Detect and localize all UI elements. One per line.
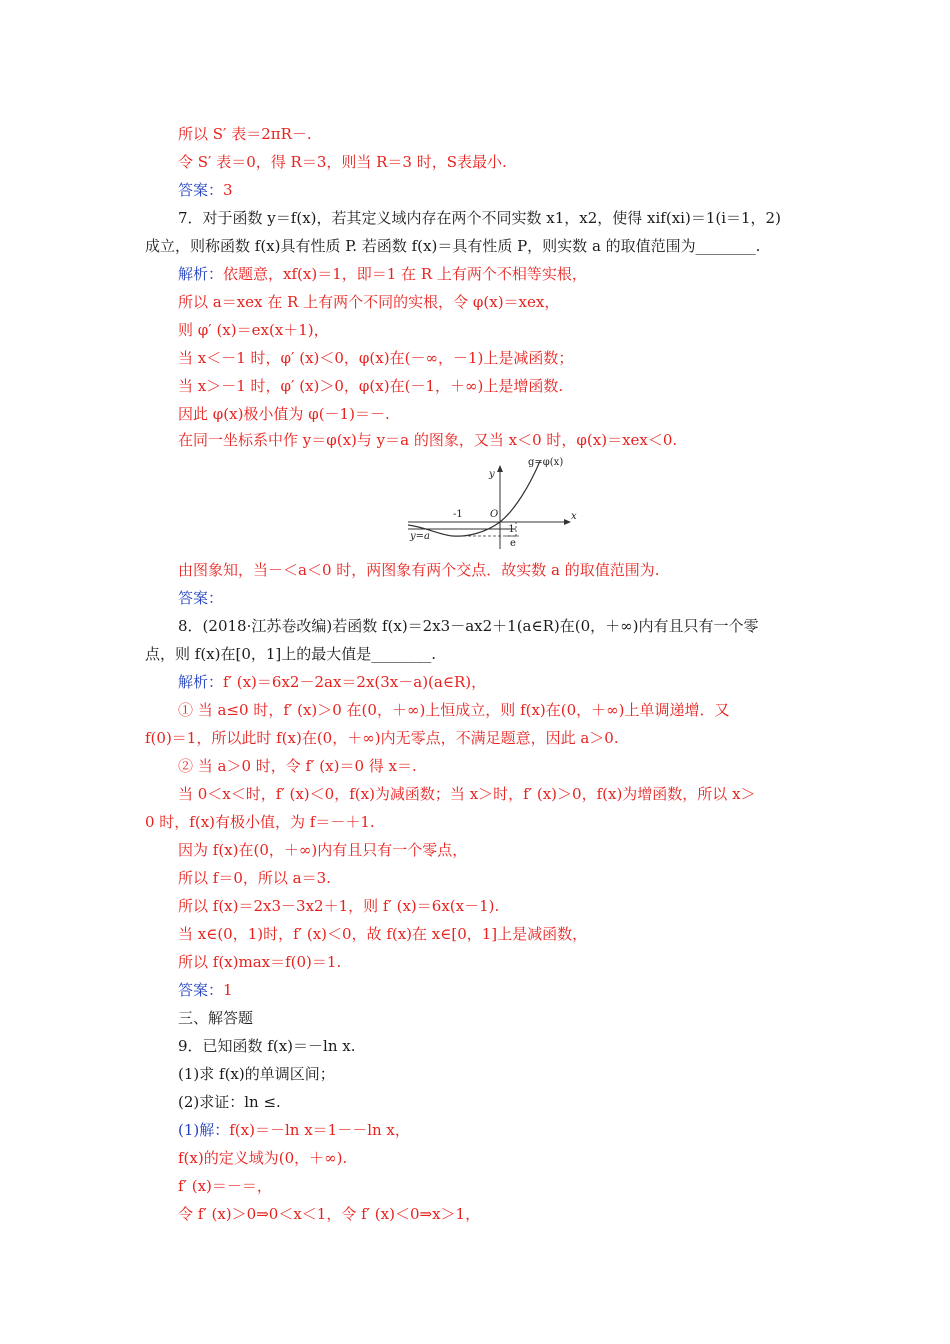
solution-9-line-1	[178, 1120, 410, 1140]
label-y-equals-a: y=a	[410, 531, 430, 542]
label-x-axis: x	[571, 511, 577, 522]
answer-value: 1	[223, 981, 233, 999]
analysis-8-line-4: ② 当 a＞0 时，令 f′ (x)＝0 得 x＝.	[178, 757, 417, 775]
analysis-8-line-10: 当 x∈(0，1)时，f′ (x)＜0，故 f(x)在 x∈[0，1]上是减函数，	[178, 925, 588, 943]
function-graph-figure	[405, 455, 580, 552]
line-2: 令 S′ 表＝0，得 R＝3，则当 R＝3 时，S表最小.	[178, 153, 507, 171]
label-y-axis: y	[489, 469, 495, 480]
analysis-label: 解析：	[178, 673, 224, 691]
answer-line-1	[178, 180, 233, 200]
analysis-8-line-11: 所以 f(x)max＝f(0)＝1.	[178, 953, 342, 971]
question-9-line-1: 9．已知函数 f(x)＝－ln x.	[178, 1037, 356, 1055]
label-fraction-numerator: -1	[505, 524, 515, 535]
curve-phi	[408, 461, 540, 536]
question-8-line-1: 8．(2018·江苏卷改编)若函数 f(x)＝2x3－ax2＋1(a∈R)在(0，＋∞)内有且只有一个零	[178, 617, 759, 635]
question-7-line-1: 7．对于函数 y＝f(x)，若其定义域内存在两个不同实数 x1，x2，使得 xif(xi)＝1(i＝1，2)	[178, 209, 781, 227]
analysis-7-line-8: 由图象知，当－＜a＜0 时，两图象有两个交点．故实数 a 的取值范围为.	[178, 561, 660, 579]
answer-label: 答案：	[178, 181, 224, 199]
y-axis-arrow	[497, 465, 503, 472]
label-origin: O	[490, 509, 499, 520]
question-9-part-2: (2)求证：ln ≤.	[178, 1093, 281, 1111]
analysis-8-line-5: 当 0＜x＜时，f′ (x)＜0，f(x)为减函数；当 x＞时，f′ (x)＞0，f(x)为增函数，所以 x＞	[178, 785, 756, 803]
x-axis-arrow	[564, 519, 571, 525]
analysis-label: 解析：	[178, 265, 224, 283]
analysis-8-line-8: 所以 f＝0，所以 a＝3.	[178, 869, 331, 887]
analysis-7-line-3: 则 φ′ (x)＝ex(x＋1)，	[178, 321, 329, 339]
analysis-8-line-7: 因为 f(x)在(0，＋∞)内有且只有一个零点，	[178, 841, 468, 859]
analysis-text: f′ (x)＝6x2－2ax＝2x(3x－a)(a∈R)，	[223, 673, 487, 691]
solution-9-line-2: f(x)的定义域为(0，＋∞).	[178, 1149, 348, 1167]
solution-text: f(x)＝－ln x＝1－－ln x，	[229, 1121, 410, 1139]
label-curve: g=φ(x)	[528, 457, 564, 468]
analysis-7-line-6: 因此 φ(x)极小值为 φ(－1)＝－.	[178, 405, 390, 423]
label-minus-one: -1	[453, 509, 463, 520]
answer-line-7	[178, 588, 223, 608]
answer-line-8	[178, 980, 233, 1000]
section-heading: 三、解答题	[178, 1009, 254, 1027]
analysis-7-line-5: 当 x＞－1 时，φ′ (x)＞0，φ(x)在(－1，＋∞)上是增函数.	[178, 377, 564, 395]
analysis-8-line-6: 0 时，f(x)有极小值，为 f＝－＋1.	[145, 813, 375, 831]
function-graph-svg	[405, 455, 580, 552]
solution-label: (1)解：	[178, 1121, 230, 1139]
answer-value: 3	[223, 181, 233, 199]
analysis-7-line-7: 在同一坐标系中作 y＝φ(x)与 y＝a 的图象，又当 x＜0 时，φ(x)＝xex＜0.	[178, 431, 678, 449]
answer-label: 答案：	[178, 981, 224, 999]
analysis-8-line-3: f(0)＝1，所以此时 f(x)在(0，＋∞)内无零点，不满足题意，因此 a＞0.	[145, 729, 619, 747]
analysis-8-line-1	[178, 672, 486, 692]
question-7-line-2: 成立，则称函数 f(x)具有性质 P. 若函数 f(x)＝具有性质 P，则实数 a 的取值范围为________.	[145, 237, 761, 255]
analysis-8-line-9: 所以 f(x)＝2x3－3x2＋1，则 f′ (x)＝6x(x－1).	[178, 897, 500, 915]
label-fraction-denominator: e	[510, 538, 516, 549]
analysis-7-line-4: 当 x＜－1 时，φ′ (x)＜0，φ(x)在(－∞，－1)上是减函数；	[178, 349, 574, 367]
analysis-text: 依题意，xf(x)＝1，即＝1 在 R 上有两个不相等实根，	[223, 265, 587, 283]
analysis-7-line-1	[178, 264, 587, 284]
analysis-8-line-2: ① 当 a≤0 时，f′ (x)＞0 在(0，＋∞)上恒成立，则 f(x)在(0，＋∞)上单调递增．又	[178, 701, 730, 719]
analysis-7-line-2: 所以 a＝xex 在 R 上有两个不同的实根，令 φ(x)＝xex，	[178, 293, 560, 311]
question-8-line-2: 点，则 f(x)在[0，1]上的最大值是________.	[145, 645, 437, 663]
solution-9-line-3: f′ (x)＝－＝，	[178, 1177, 272, 1195]
question-9-part-1: (1)求 f(x)的单调区间；	[178, 1065, 335, 1083]
answer-label: 答案：	[178, 589, 224, 607]
solution-9-line-4: 令 f′ (x)＞0⇒0＜x＜1，令 f′ (x)＜0⇒x＞1，	[178, 1205, 481, 1223]
line-1: 所以 S′ 表＝2πR－.	[178, 125, 312, 143]
